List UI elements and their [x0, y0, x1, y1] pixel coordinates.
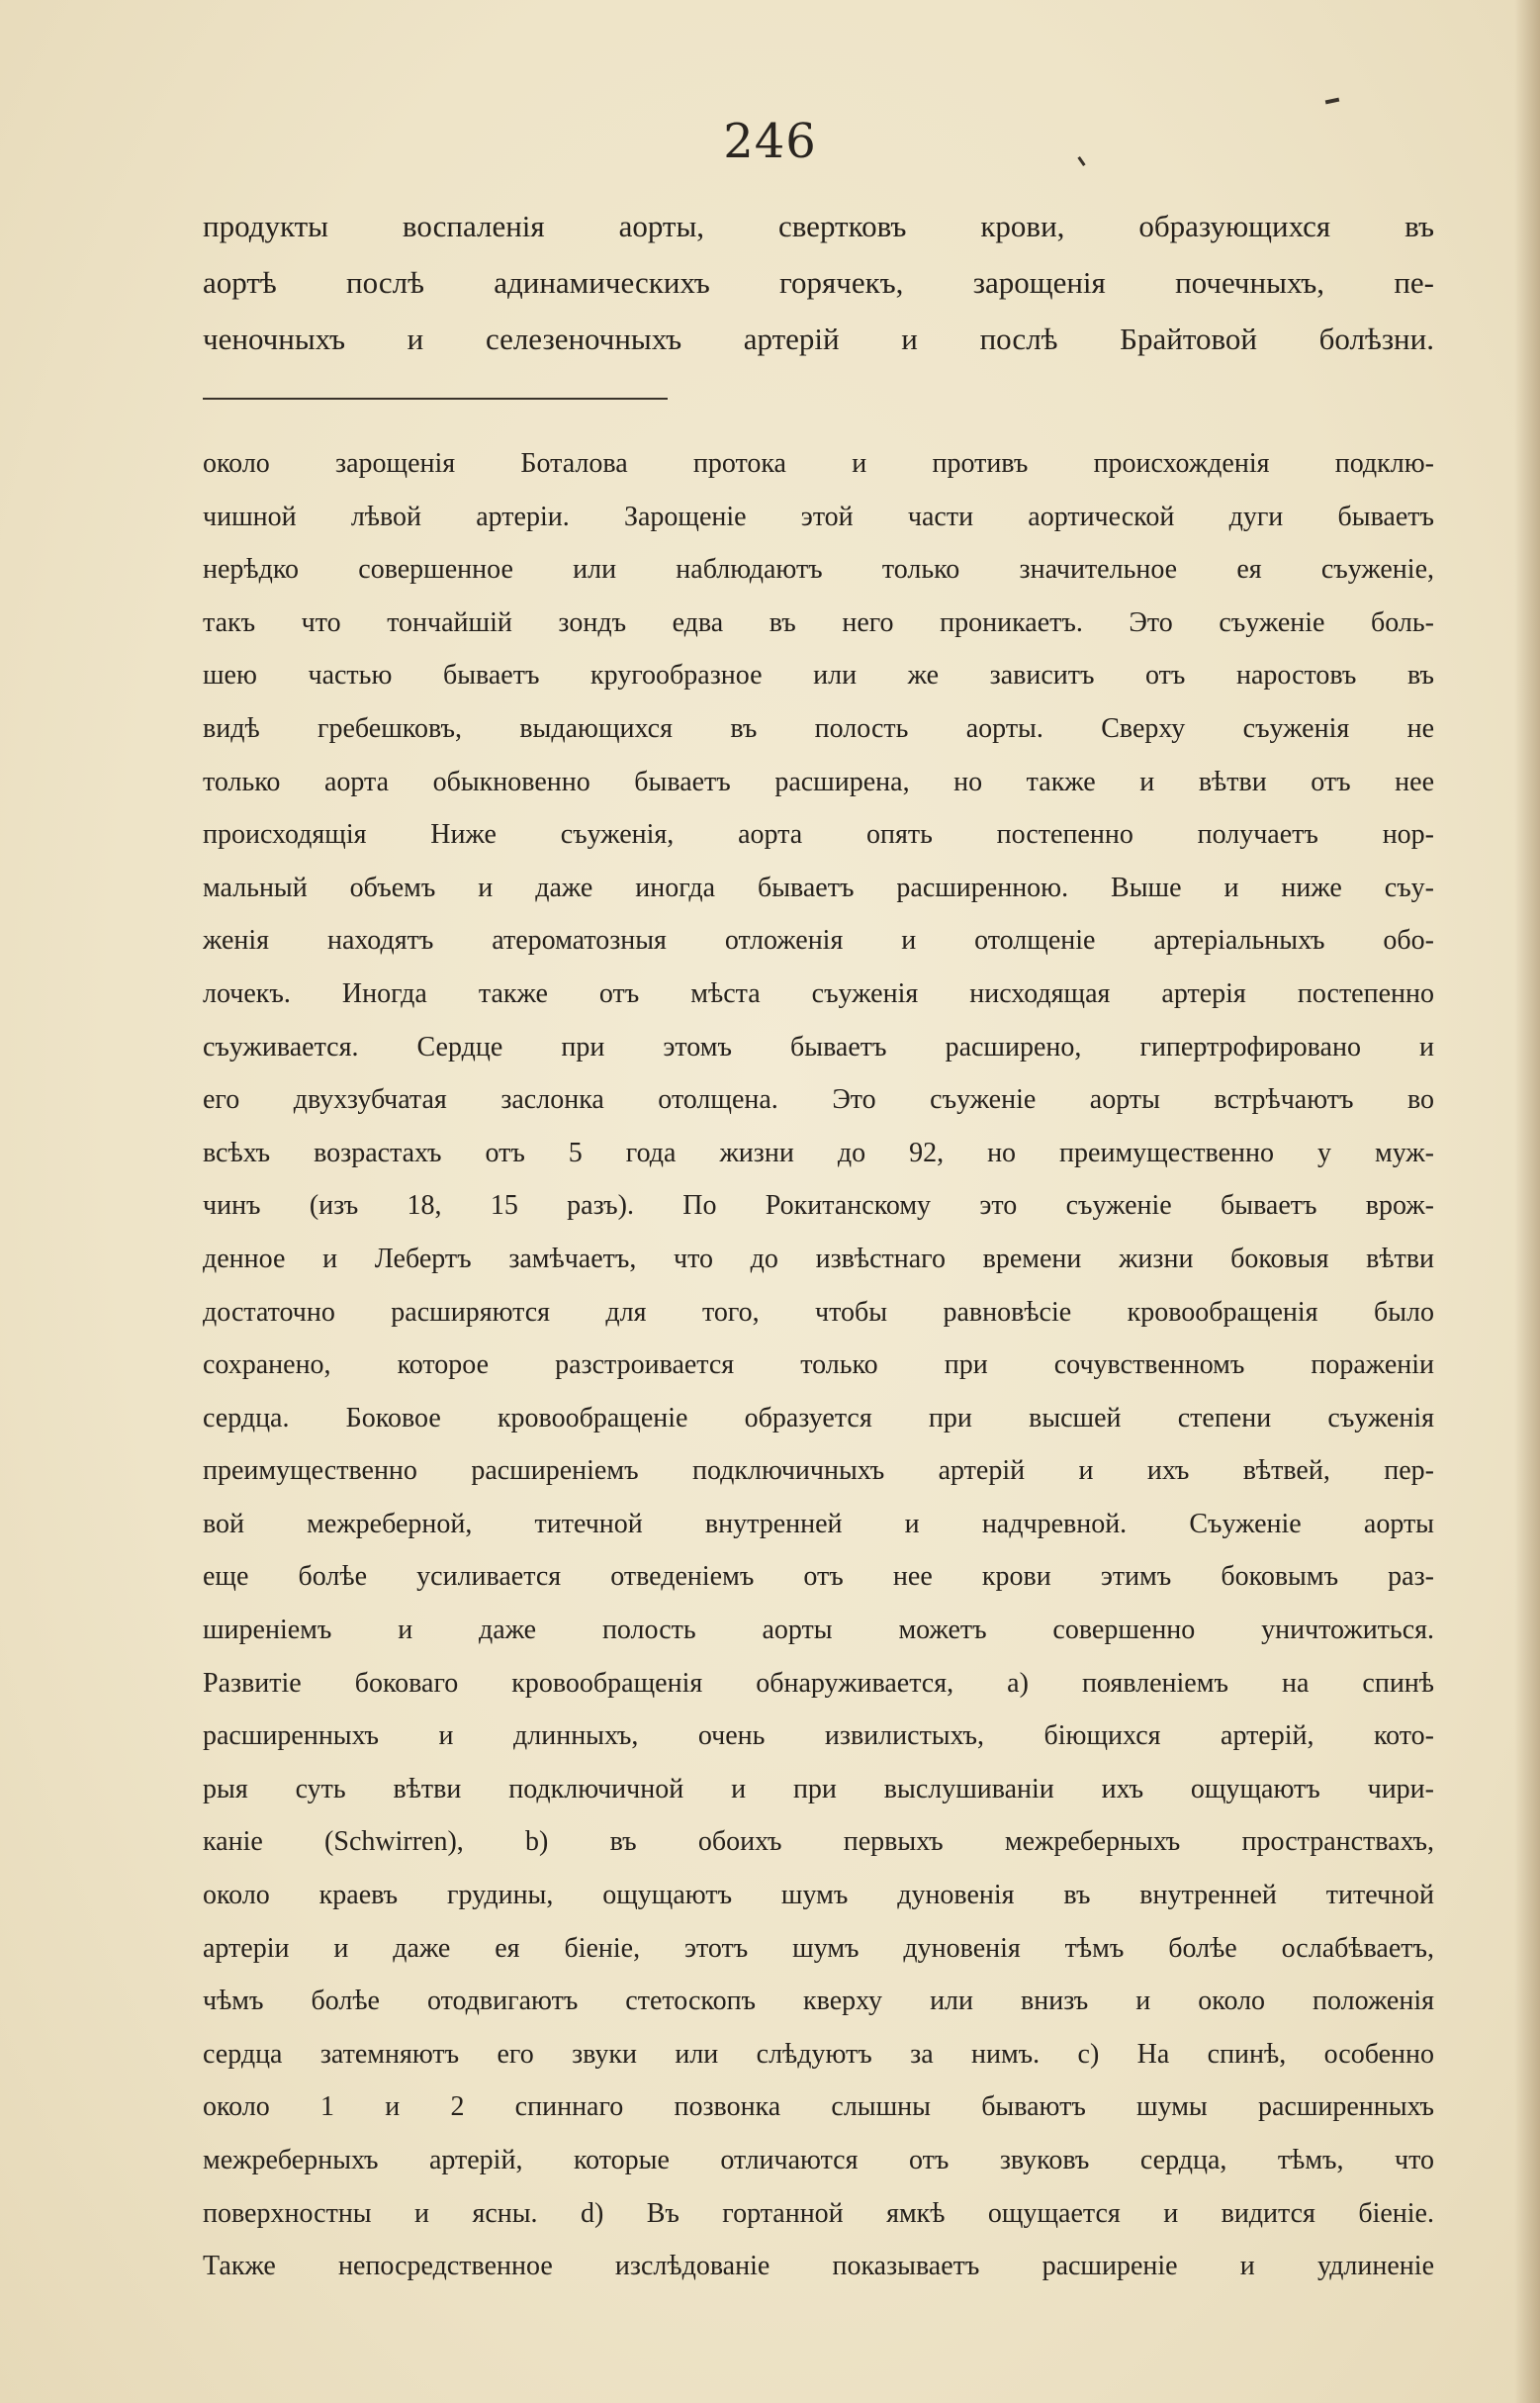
footnote-text-line: нерѣдко совершенное или наблюдаютъ только значительное ея съуженіе, [203, 554, 1434, 586]
footnote-text-line: поверхностны и ясны. d) Въ гортанной ямкѣ ощущается и видится біеніе. [203, 2197, 1434, 2229]
footnote-text-line: межреберныхъ артерій, которые отличаются отъ звуковъ сердца, тѣмъ, что [203, 2145, 1434, 2175]
footnote-text-line: женія находятъ атероматозныя отложенія и отолщеніе артеріальныхъ обо- [203, 925, 1434, 957]
footnote-text-line: мальный объемъ и даже иногда бываетъ расширенною. Выше и ниже съу- [203, 872, 1434, 903]
footnote-text-line: Также непосредственное изслѣдованіе показываетъ расширеніе и удлиненіе [203, 2251, 1434, 2282]
footnote-text-line: артеріи и даже ея біеніе, этотъ шумъ дуновенія тѣмъ болѣе ослабѣваетъ, [203, 1932, 1434, 1964]
footnote-text-line: расширенныхъ и длинныхъ, очень извилистыхъ, біющихся артерій, кото- [203, 1720, 1434, 1752]
footnote-text-line: сохранено, которое разстроивается только при сочувственномъ пораженіи [203, 1349, 1434, 1381]
footnote-text-line: происходящія Ниже съуженія, аорта опять постепенно получаетъ нор- [203, 819, 1434, 851]
footnote-text-line: чинъ (изъ 18, 15 разъ). По Рокитанскому это съуженіе бываетъ врож- [203, 1190, 1434, 1222]
main-text-line: аортѣ послѣ адинамическихъ горячекъ, зарощенія почечныхъ, пе- [203, 265, 1434, 300]
footnote-text-line: вой межреберной, титечной внутренней и надчревной. Съуженіе аорты [203, 1508, 1434, 1539]
footnote-text-line: видѣ гребешковъ, выдающихся въ полость аорты. Сверху съуженія не [203, 712, 1434, 744]
footnote-text-line: около зарощенія Боталова протока и противъ происхожденія подклю- [203, 448, 1434, 479]
ink-speck-mark [1325, 98, 1340, 105]
footnote-text-line: ширеніемъ и даже полость аорты можетъ совершенно уничтожиться. [203, 1615, 1434, 1646]
footnote-text-line: каніе (Schwirren), b) въ обоихъ первыхъ межреберныхъ пространствахъ, [203, 1826, 1434, 1858]
footnote-text-line: лочекъ. Иногда также отъ мѣста съуженія нисходящая артерія постепенно [203, 977, 1434, 1009]
footnote-text-line: достаточно расширяются для того, чтобы равновѣсіе кровообращенія было [203, 1296, 1434, 1328]
main-text-block [203, 198, 1434, 367]
main-text-line: продукты воспаленія аорты, свертковъ крови, образующихся въ [203, 209, 1434, 243]
footnote-text-line: сердца затемняютъ его звуки или слѣдуютъ за нимъ. c) На спинѣ, особенно [203, 2038, 1434, 2070]
footnote-divider [203, 398, 668, 400]
footnote-text-line: его двухзубчатая заслонка отолщена. Это съуженіе аорты встрѣчаютъ во [203, 1084, 1434, 1116]
footnote-text-line: Развитіе боковаго кровообращенія обнаруживается, a) появленіемъ на спинѣ [203, 1667, 1434, 1699]
footnote-text-line: чѣмъ болѣе отодвигаютъ стетоскопъ кверху или внизъ и около положенія [203, 1986, 1434, 2017]
footnote-text-line: шею частью бываетъ кругообразное или же зависитъ отъ наростовъ въ [203, 660, 1434, 692]
footnote-text-line: такъ что тончайшій зондъ едва въ него проникаетъ. Это съуженіе боль- [203, 606, 1434, 638]
page-edge-shadow [1514, 0, 1540, 2403]
footnote-text-line: около краевъ грудины, ощущаютъ шумъ дуновенія въ внутренней титечной [203, 1880, 1434, 1911]
footnote-text-line: денное и Лебертъ замѣчаетъ, что до извѣстнаго времени жизни боковыя вѣтви [203, 1243, 1434, 1274]
footnote-text-line: съуживается. Сердце при этомъ бываетъ расширено, гипертрофировано и [203, 1031, 1434, 1063]
footnote-text-line: только аорта обыкновенно бываетъ расширена, но также и вѣтви отъ нее [203, 766, 1434, 797]
page-number: 246 [723, 114, 817, 169]
main-text-line: ченочныхъ и селезеночныхъ артерій и послѣ Брайтовой болѣзни. [203, 322, 1434, 356]
footnote-text-line: рыя суть вѣтви подключичной и при выслушиваніи ихъ ощущаютъ чири- [203, 1773, 1434, 1804]
footnote-text-line: около 1 и 2 спиннаго позвонка слышны бываютъ шумы расширенныхъ [203, 2091, 1434, 2123]
footnote-text-line: сердца. Боковое кровообращеніе образуется при высшей степени съуженія [203, 1402, 1434, 1433]
footnote-text-block [203, 437, 1434, 2293]
footnote-text-line: чишной лѣвой артеріи. Зарощеніе этой части аортической дуги бываетъ [203, 501, 1434, 532]
footnote-text-line: преимущественно расширеніемъ подключичныхъ артерій и ихъ вѣтвей, пер- [203, 1455, 1434, 1487]
footnote-text-line: всѣхъ возрастахъ отъ 5 года жизни до 92, но преимущественно у муж- [203, 1137, 1434, 1168]
footnote-text-line: еще болѣе усиливается отведеніемъ отъ нее крови этимъ боковымъ раз- [203, 1561, 1434, 1593]
